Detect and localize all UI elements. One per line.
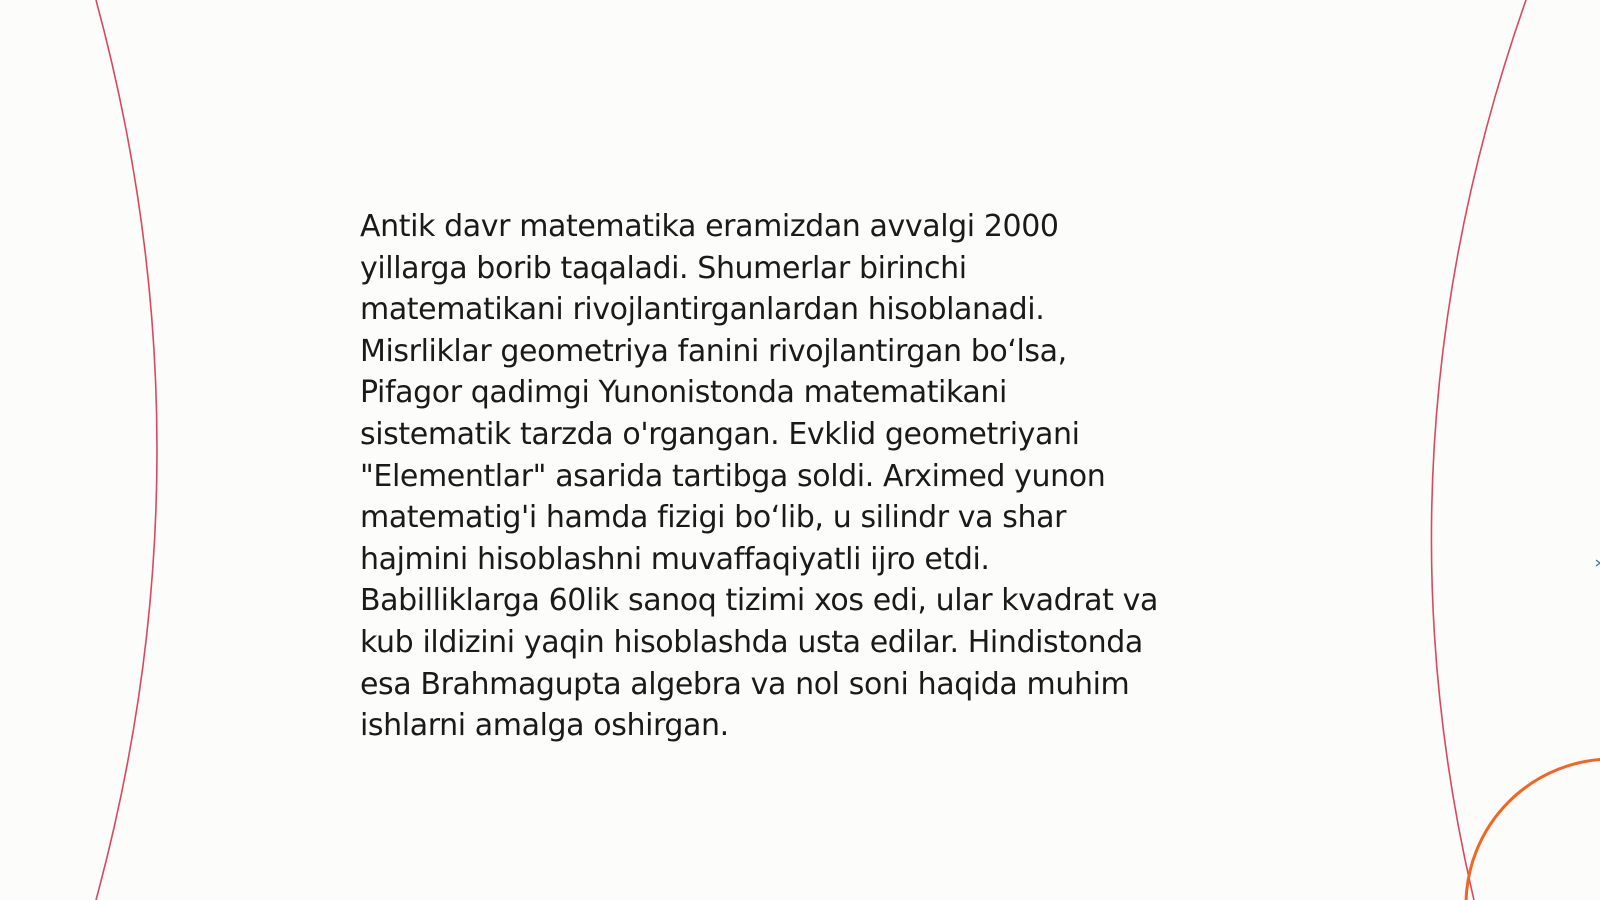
paragraph-line: matematikani rivojlantirganlardan hisoblanadi.	[360, 292, 1045, 328]
slide-paragraph	[360, 206, 1260, 747]
paragraph-line: Misrliklar geometriya fanini rivojlantirgan bo‘lsa,	[360, 333, 1067, 369]
paragraph-line: "Elementlar" asarida tartibga soldi. Arximed yunon	[360, 458, 1106, 494]
paragraph-line: Pifagor qadimgi Yunonistonda matematikani	[360, 375, 1007, 411]
paragraph-line: ishlarni amalga oshirgan.	[360, 708, 729, 744]
paragraph-line: hajmini hisoblashni muvaffaqiyatli ijro etdi.	[360, 541, 990, 577]
paragraph-line: matematig'i hamda fizigi bo‘lib, u silindr va shar	[360, 500, 1067, 536]
small-arrow-mark	[1596, 560, 1600, 566]
paragraph-line: sistematik tarzda o'rgangan. Evklid geometriyani	[360, 416, 1080, 452]
paragraph-line: Antik davr matematika eramizdan avvalgi 2000	[360, 209, 1059, 244]
orange-circle-outline	[1466, 759, 1600, 900]
paragraph-line: Babilliklarga 60lik sanoq tizimi xos edi, ular kvadrat va	[360, 583, 1158, 619]
right-curve-line	[1431, 0, 1526, 900]
paragraph-line: kub ildizini yaqin hisoblashda usta edilar. Hindistonda	[360, 624, 1143, 660]
left-curve-line	[96, 0, 157, 900]
paragraph-line: esa Brahmagupta algebra va nol soni haqida muhim	[360, 666, 1130, 702]
paragraph-line: yillarga borib taqaladi. Shumerlar birinchi	[360, 250, 967, 286]
